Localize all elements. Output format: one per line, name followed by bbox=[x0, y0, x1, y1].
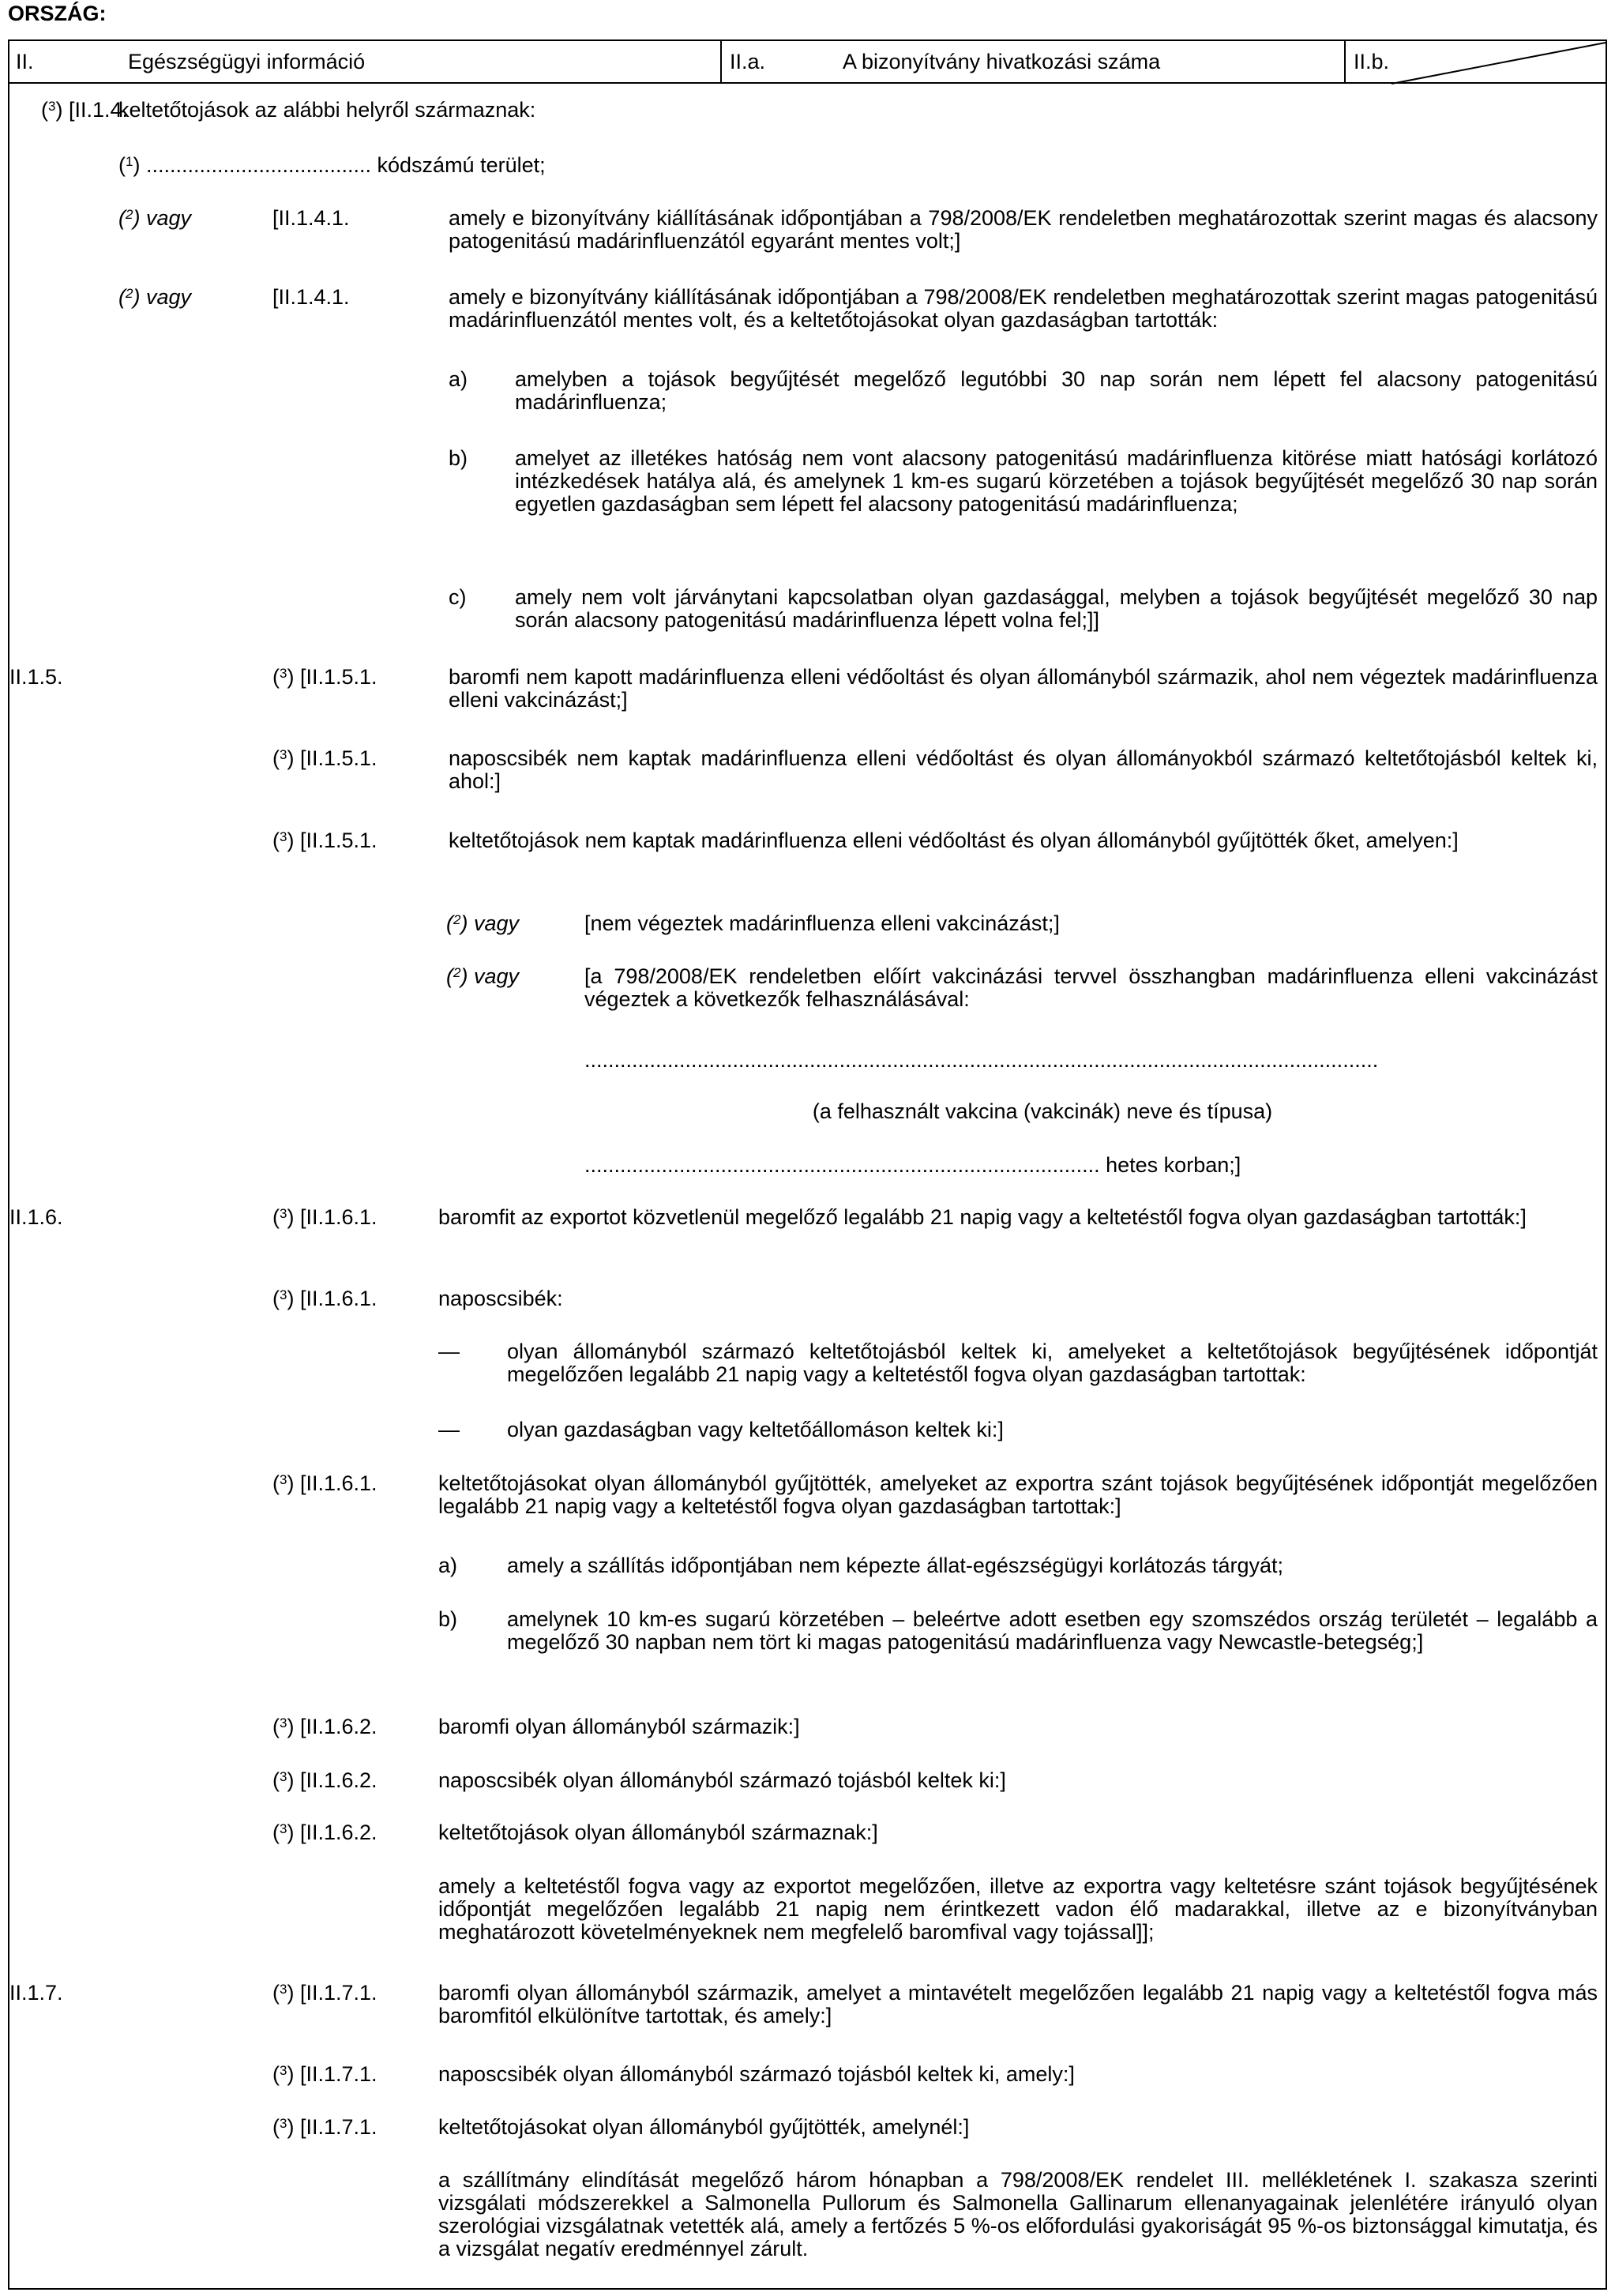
clause-text: keltetőtojásokat olyan állományból gyűjtötték, amelynél:] bbox=[438, 2115, 970, 2139]
fill-in-line: ...................................................................................................................................... bbox=[584, 1048, 1379, 1072]
clause-text: keltetőtojások olyan állományból származnak:] bbox=[438, 1821, 878, 1844]
clause-ref: ($^3$) [II.1.6.2. bbox=[272, 1768, 377, 1792]
clause-ref: ($^3$) [II.1.5.1. bbox=[272, 829, 377, 852]
dash-marker: — bbox=[438, 1340, 460, 1363]
subsection-b-label: II.b. bbox=[1354, 49, 1390, 73]
clause-text: naposcsibék olyan állományból származó tojásból keltek ki, amely:] bbox=[438, 2062, 1075, 2086]
clause-ref: ($^3$) [II.1.7.1. bbox=[272, 2062, 377, 2086]
clause-text: baromfi nem kapott madárinfluenza elleni védőoltást és olyan állományból származik, ahol nem végeztek madárinfluenza elleni vakcinázást;] bbox=[449, 665, 1598, 712]
clause-text: keltetőtojások nem kaptak madárinfluenza elleni védőoltást és olyan állományból gyűjtötték őket, amelyen:] bbox=[449, 829, 1459, 852]
option-marker: ($^2$) vagy bbox=[118, 285, 191, 309]
list-item: amelyben a tojások begyűjtését megelőző legutóbbi 30 nap során nem lépett fel alacsony patogenitású madárinfluenza; bbox=[515, 367, 1598, 414]
clause-text: keltetőtojások az alábbi helyről származnak: bbox=[118, 98, 536, 122]
section-header bbox=[8, 39, 1607, 84]
clause-ref: ($^3$) [II.1.6.2. bbox=[272, 1715, 377, 1738]
list-marker: b) bbox=[438, 1607, 458, 1631]
clause-ref: ($^3$) [II.1.7.1. bbox=[272, 1981, 377, 2005]
certificate-reference-label: A bizonyítvány hivatkozási száma bbox=[843, 49, 1161, 73]
clause-ref: [II.1.4.1. bbox=[272, 206, 350, 230]
country-label: ORSZÁG: bbox=[8, 2, 107, 25]
fill-in-caption: (a felhasznált vakcina (vakcinák) neve és típusa) bbox=[812, 1099, 1273, 1123]
clause-text: baromfi olyan állományból származik:] bbox=[438, 1715, 800, 1738]
clause-ref: ($^3$) [II.1.6.1. bbox=[272, 1205, 377, 1229]
option-marker: ($^2$) vagy bbox=[446, 964, 519, 988]
subsection-a-label: II.a. bbox=[730, 49, 766, 73]
clause-text: ($^1$) ...................................... kódszámú terület; bbox=[118, 153, 546, 177]
list-marker: b) bbox=[449, 446, 468, 470]
clause-text: baromfi olyan állományból származik, amelyet a mintavételt megelőzően legalább 21 napig vagy a keltetéstől fogva más baromfitól elkülönítve tartottak, és amely:] bbox=[438, 1981, 1598, 2027]
clause-text: keltetőtojásokat olyan állományból gyűjtötték, amelyeket az exportra szánt tojások begyűjtésének időpontját megelőzően legalább 21 napig vagy a keltetéstől fogva olyan gazdaságban tartottak:] bbox=[438, 1471, 1598, 1518]
option-marker: ($^2$) vagy bbox=[446, 911, 519, 935]
section-ref: II.1.5. bbox=[9, 665, 63, 689]
clause-text: amely e bizonyítvány kiállításának időpontjában a 798/2008/EK rendeletben meghatározottak szerint magas és alacsony patogenitású madárinfluenzától egyaránt mentes volt;] bbox=[449, 206, 1598, 253]
clause-text: baromfit az exportot közvetlenül megelőző legalább 21 napig vagy a keltetéstől fogva olyan gazdaságban tartották:] bbox=[438, 1205, 1527, 1229]
clause-text: naposcsibék nem kaptak madárinfluenza elleni védőoltást és olyan állományokból származó keltetőtojásból keltek ki, ahol:] bbox=[449, 746, 1598, 793]
header-diagonal-line bbox=[9, 41, 1609, 85]
clause-text: naposcsibék olyan állományból származó tojásból keltek ki:] bbox=[438, 1768, 1006, 1792]
clause-ref: ($^3$) [II.1.5.1. bbox=[272, 665, 377, 689]
list-item: olyan gazdaságban vagy keltetőállomáson keltek ki:] bbox=[507, 1418, 1004, 1441]
list-marker: a) bbox=[438, 1554, 458, 1577]
clause-ref: ($^3$) [II.1.4. bbox=[41, 98, 129, 122]
list-item: amelynek 10 km-es sugarú körzetében – beleértve adott esetben egy szomszédos ország területét – legalább a megelőző 30 napban nem tört ki magas patogenitású madárinfluenza vagy Newcastle-betegség;] bbox=[507, 1607, 1598, 1654]
section-number: II. bbox=[16, 49, 34, 73]
list-marker: a) bbox=[449, 367, 468, 391]
section-title: Egészségügyi információ bbox=[128, 49, 366, 73]
option-marker: ($^2$) vagy bbox=[118, 206, 191, 230]
list-item: amely nem volt járványtani kapcsolatban olyan gazdasággal, melyben a tojások begyűjtését megelőző 30 nap során alacsony patogenitású madárinfluenza lépett volna fel;]] bbox=[515, 585, 1598, 632]
list-marker: c) bbox=[449, 585, 467, 609]
option-text: [a 798/2008/EK rendeletben előírt vakcinázási tervvel összhangban madárinfluenza elleni vakcinázást végeztek a következők felhasználásával: bbox=[584, 964, 1598, 1011]
clause-ref: ($^3$) [II.1.6.1. bbox=[272, 1287, 377, 1310]
clause-text: a szállítmány elindítását megelőző három hónapban a 798/2008/EK rendelet III. mellékletének I. szakasza szerinti vizsgálati módszerekkel a Salmonella Pullorum és Salmonella Gallinarum ellenanyagainak jelenlétére irányuló olyan szerológiai vizsgálatnak vetették alá, amely a fertőzés 5 %-os előfordulási gyakoriságát 95 %-os biztonsággal kimutatja, és a vizsgálat negatív eredménnyel zárult. bbox=[438, 2168, 1598, 2260]
clause-text: amely a keltetéstől fogva vagy az exportot megelőzően, illetve az exportra vagy keltetésre szánt tojások begyűjtésének időpontját megelőzően legalább 21 napig nem érintkezett vadon élő madarakkal, illetve az e bizonyítványban meghatározott követelményeknek nem megfelelő baromfival vagy tojással]]; bbox=[438, 1874, 1598, 1944]
clause-ref: [II.1.4.1. bbox=[272, 285, 350, 309]
clause-ref: ($^3$) [II.1.5.1. bbox=[272, 746, 377, 770]
fill-in-line: ....................................................................................... hetes korban;] bbox=[584, 1153, 1241, 1177]
clause-text: amely e bizonyítvány kiállításának időpontjában a 798/2008/EK rendeletben meghatározottak szerint magas patogenitású madárinfluenzától mentes volt, és a keltetőtojásokat olyan gazdaságban tartották: bbox=[449, 285, 1598, 332]
clause-ref: ($^3$) [II.1.6.1. bbox=[272, 1471, 377, 1495]
clause-ref: ($^3$) [II.1.7.1. bbox=[272, 2115, 377, 2139]
section-ref: II.1.6. bbox=[9, 1205, 63, 1229]
list-item: amely a szállítás időpontjában nem képezte állat-egészségügyi korlátozás tárgyát; bbox=[507, 1554, 1284, 1577]
section-ref: II.1.7. bbox=[9, 1981, 63, 2005]
clause-text: naposcsibék: bbox=[438, 1287, 563, 1310]
list-item: amelyet az illetékes hatóság nem vont alacsony patogenitású madárinfluenza kitörése miatt hatósági korlátozó intézkedések hatálya alá, és amelynek 1 km-es sugarú körzetében a tojások begyűjtését megelőző 30 nap során egyetlen gazdaságban sem lépett fel alacsony patogenitású madárinfluenza; bbox=[515, 446, 1598, 516]
clause-ref: ($^3$) [II.1.6.2. bbox=[272, 1821, 377, 1844]
list-item: olyan állományból származó keltetőtojásból keltek ki, amelyeket a keltetőtojások begyűjtésének időpontját megelőzően legalább 21 napig vagy a keltetéstől fogva olyan gazdaságban tartottak: bbox=[507, 1340, 1598, 1386]
dash-marker: — bbox=[438, 1418, 460, 1441]
option-text: [nem végeztek madárinfluenza elleni vakcinázást;] bbox=[584, 911, 1060, 935]
